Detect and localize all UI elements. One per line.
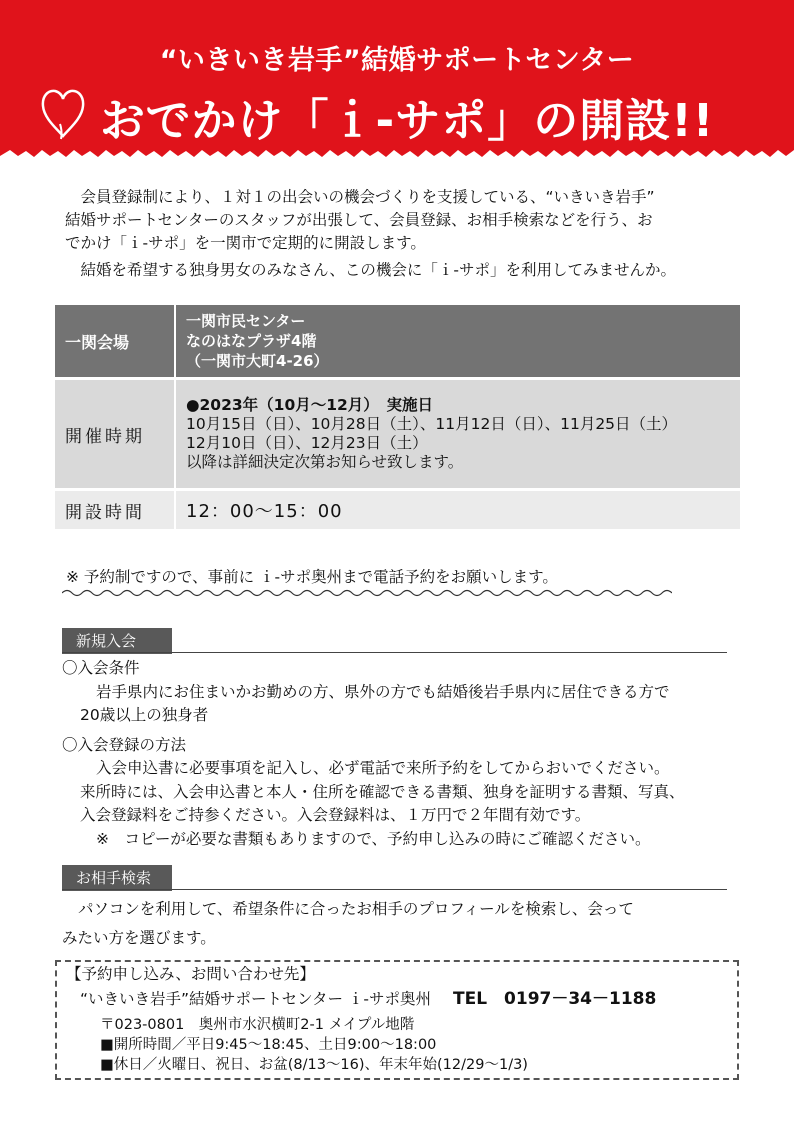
- period-cell: [174, 380, 740, 488]
- intro-text: [65, 186, 745, 282]
- venue-address: （一関市大町4-26）: [186, 352, 329, 370]
- venue-label: 一関会場: [55, 305, 174, 377]
- period-heading: ●2023年（10月～12月） 実施日: [186, 396, 434, 414]
- condition-line: 20歳以上の独身者: [80, 706, 209, 724]
- contact-holidays: ■休日／火曜日、祝日、お盆(8/13～16)、年末年始(12/29～1/3): [100, 1057, 528, 1073]
- intro-line: 会員登録制により、１対１の出会いの機会づくりを支援している、“いきいき岩手”: [65, 188, 655, 206]
- contact-address: 〒023-0801 奥州市水沢横町2-1 メイプル地階: [100, 1017, 415, 1033]
- search-line: パソコンを利用して、希望条件に合ったお相手のプロフィールを検索し、会って: [78, 900, 634, 918]
- table-row: [55, 305, 740, 377]
- reservation-note: ※ 予約制ですので、事前に ｉ-サポ奥州まで電話予約をお願いします。: [66, 568, 558, 586]
- search-line: みたい方を選びます。: [62, 929, 216, 947]
- new-member-section: [62, 657, 685, 851]
- venue-name: 一関市民センター: [186, 312, 306, 330]
- period-dates: 12月10日（日）、12月23日（土）: [186, 434, 428, 452]
- contact-org: “いきいき岩手”結婚サポートセンター ｉ-サポ奥州: [80, 990, 431, 1008]
- table-row: [55, 491, 740, 529]
- period-note: 以降は詳細決定次第お知らせ致します。: [186, 453, 464, 471]
- method-note: ※ コピーが必要な書類もありますので、予約申し込みの時にご確認ください。: [96, 829, 651, 848]
- contact-details: [100, 1015, 528, 1075]
- intro-line: 結婚を希望する独身男女のみなさん、この機会に「ｉ-サポ」を利用してみませんか。: [65, 261, 677, 279]
- page-title: おでかけ「ｉ-サポ」の開設!!: [100, 94, 715, 147]
- section-label-search: お相手検索: [62, 865, 172, 891]
- method-heading: 〇入会登録の方法: [62, 735, 187, 754]
- method-line: 入会申込書に必要事項を記入し、必ず電話で来所予約をしてからおいでください。: [96, 759, 670, 777]
- section-label-new-member: 新規入会: [62, 628, 172, 654]
- intro-line: でかけ「ｉ-サポ」を一関市で定期的に開設します。: [65, 234, 426, 252]
- header-subtitle: “いきいき岩手”結婚サポートセンター: [159, 45, 635, 76]
- condition-heading: 〇入会条件: [62, 659, 140, 677]
- section-rule: [62, 652, 727, 653]
- wavy-divider: [62, 588, 672, 598]
- contact-org-line: [80, 984, 656, 1009]
- section-rule: [62, 889, 727, 890]
- condition-line: 岩手県内にお住まいかお勤めの方、県外の方でも結婚後岩手県内に居住できる方で: [96, 682, 670, 701]
- hours-value: 12：00～15：00: [174, 491, 740, 529]
- search-section: [62, 895, 634, 953]
- contact-hours: ■開所時間／平日9:45～18:45、土日9:00～18:00: [100, 1037, 437, 1053]
- method-line: 来所時には、入会申込書と本人・住所を確認できる書類、独身を証明する書類、写真、: [80, 782, 685, 801]
- period-dates: 10月15日（日）、10月28日（土）、11月12日（日）、11月25日（土）: [186, 415, 678, 433]
- contact-tel: TEL 0197－34－1188: [453, 989, 657, 1009]
- period-label: 開催時期: [55, 380, 174, 488]
- schedule-table: [55, 302, 740, 532]
- intro-line: 結婚サポートセンターのスタッフが出張して、会員登録、お相手検索などを行う、お: [65, 211, 653, 229]
- venue-cell: [174, 305, 740, 377]
- method-line: 入会登録料をご持参ください。入会登録料は、１万円で２年間有効です。: [80, 806, 591, 824]
- contact-heading: 【予約申し込み、お問い合わせ先】: [66, 965, 315, 983]
- venue-name: なのはなプラザ4階: [186, 332, 317, 350]
- table-row: [55, 380, 740, 488]
- heart-icon: [38, 84, 88, 140]
- hours-label: 開設時間: [55, 491, 174, 529]
